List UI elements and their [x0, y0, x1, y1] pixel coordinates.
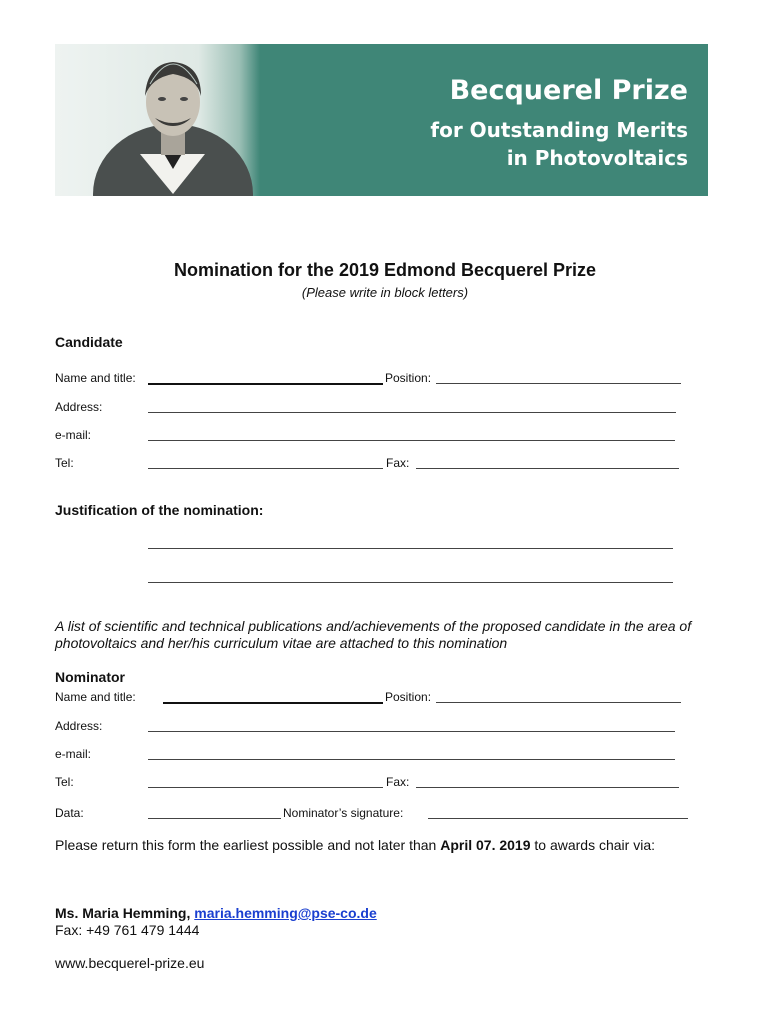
return-text-before: Please return this form the earliest possible and not later than: [55, 837, 441, 853]
candidate-email-field[interactable]: [148, 428, 675, 441]
portrait-image: [55, 44, 260, 196]
nominator-date-label: Data:: [55, 806, 84, 820]
nominator-tel-label: Tel:: [55, 775, 74, 789]
justification-line-2[interactable]: [148, 570, 673, 583]
nominator-position-field[interactable]: [436, 690, 681, 703]
candidate-email-row: [55, 428, 685, 444]
nominator-position-label: Position:: [385, 690, 432, 704]
candidate-address-field[interactable]: [148, 400, 676, 413]
nominator-email-label: e-mail:: [55, 747, 92, 761]
banner-title: Becquerel Prize: [449, 75, 688, 106]
nominator-email-row: [55, 747, 685, 763]
nominator-address-field[interactable]: [148, 719, 675, 732]
candidate-position-field[interactable]: [436, 371, 681, 384]
contact-email-link[interactable]: maria.hemming@pse-co.de: [194, 905, 377, 921]
form-subtitle: (Please write in block letters): [301, 285, 469, 300]
nominator-name-field[interactable]: [163, 690, 383, 704]
nominator-heading: Nominator: [55, 669, 125, 685]
attachment-note: A list of scientific and technical publications and/achievements of the proposed candidate in the area of photovoltaics and her/his curriculum vitae are attached to this nomination: [55, 618, 692, 651]
candidate-fax-label: Fax:: [386, 456, 410, 470]
justification-heading: Justification of the nomination:: [55, 502, 264, 518]
nominator-address-label: Address:: [55, 719, 103, 733]
justification-line-1[interactable]: [148, 536, 673, 549]
banner-text: [275, 74, 688, 172]
nominator-address-row: [55, 719, 685, 735]
nominator-tel-field[interactable]: [148, 775, 383, 788]
candidate-address-row: [55, 400, 685, 416]
candidate-heading: Candidate: [55, 334, 123, 350]
nominator-fax-field[interactable]: [416, 775, 679, 788]
candidate-email-label: e-mail:: [55, 428, 92, 442]
candidate-name-field[interactable]: [148, 371, 383, 385]
nominator-name-row: [55, 690, 685, 706]
return-text-after: to awards chair via:: [530, 837, 655, 853]
header-banner: [55, 44, 708, 196]
portrait-engraving: [55, 44, 260, 196]
nominator-date-row: [55, 806, 695, 822]
candidate-name-row: [55, 371, 685, 387]
nominator-signature-field[interactable]: [428, 806, 688, 819]
deadline-date: April 07. 2019: [440, 837, 531, 853]
candidate-fax-field[interactable]: [416, 456, 679, 469]
return-instructions: [55, 837, 715, 854]
nominator-date-field[interactable]: [148, 806, 281, 819]
form-title: Nomination for the 2019 Edmond Becquerel Prize: [173, 260, 597, 280]
contact-name-line: [55, 905, 377, 921]
banner-subtitle-line2: in Photovoltaics: [506, 146, 688, 170]
candidate-name-label: Name and title:: [55, 371, 136, 385]
candidate-tel-field[interactable]: [148, 456, 383, 469]
nominator-fax-label: Fax:: [386, 775, 410, 789]
nominator-email-field[interactable]: [148, 747, 675, 760]
banner-subtitle-line1: for Outstanding Merits: [430, 118, 688, 142]
candidate-address-label: Address:: [55, 400, 103, 414]
contact-name: Ms. Maria Hemming,: [55, 905, 191, 921]
nominator-name-label: Name and title:: [55, 690, 136, 704]
candidate-tel-row: [55, 456, 685, 472]
website-link[interactable]: www.becquerel-prize.eu: [55, 955, 205, 971]
contact-fax: Fax: +49 761 479 1444: [55, 922, 200, 938]
candidate-position-label: Position:: [385, 371, 432, 385]
nominator-tel-row: [55, 775, 685, 791]
candidate-tel-label: Tel:: [55, 456, 74, 470]
nominator-signature-label: Nominator’s signature:: [283, 806, 404, 820]
